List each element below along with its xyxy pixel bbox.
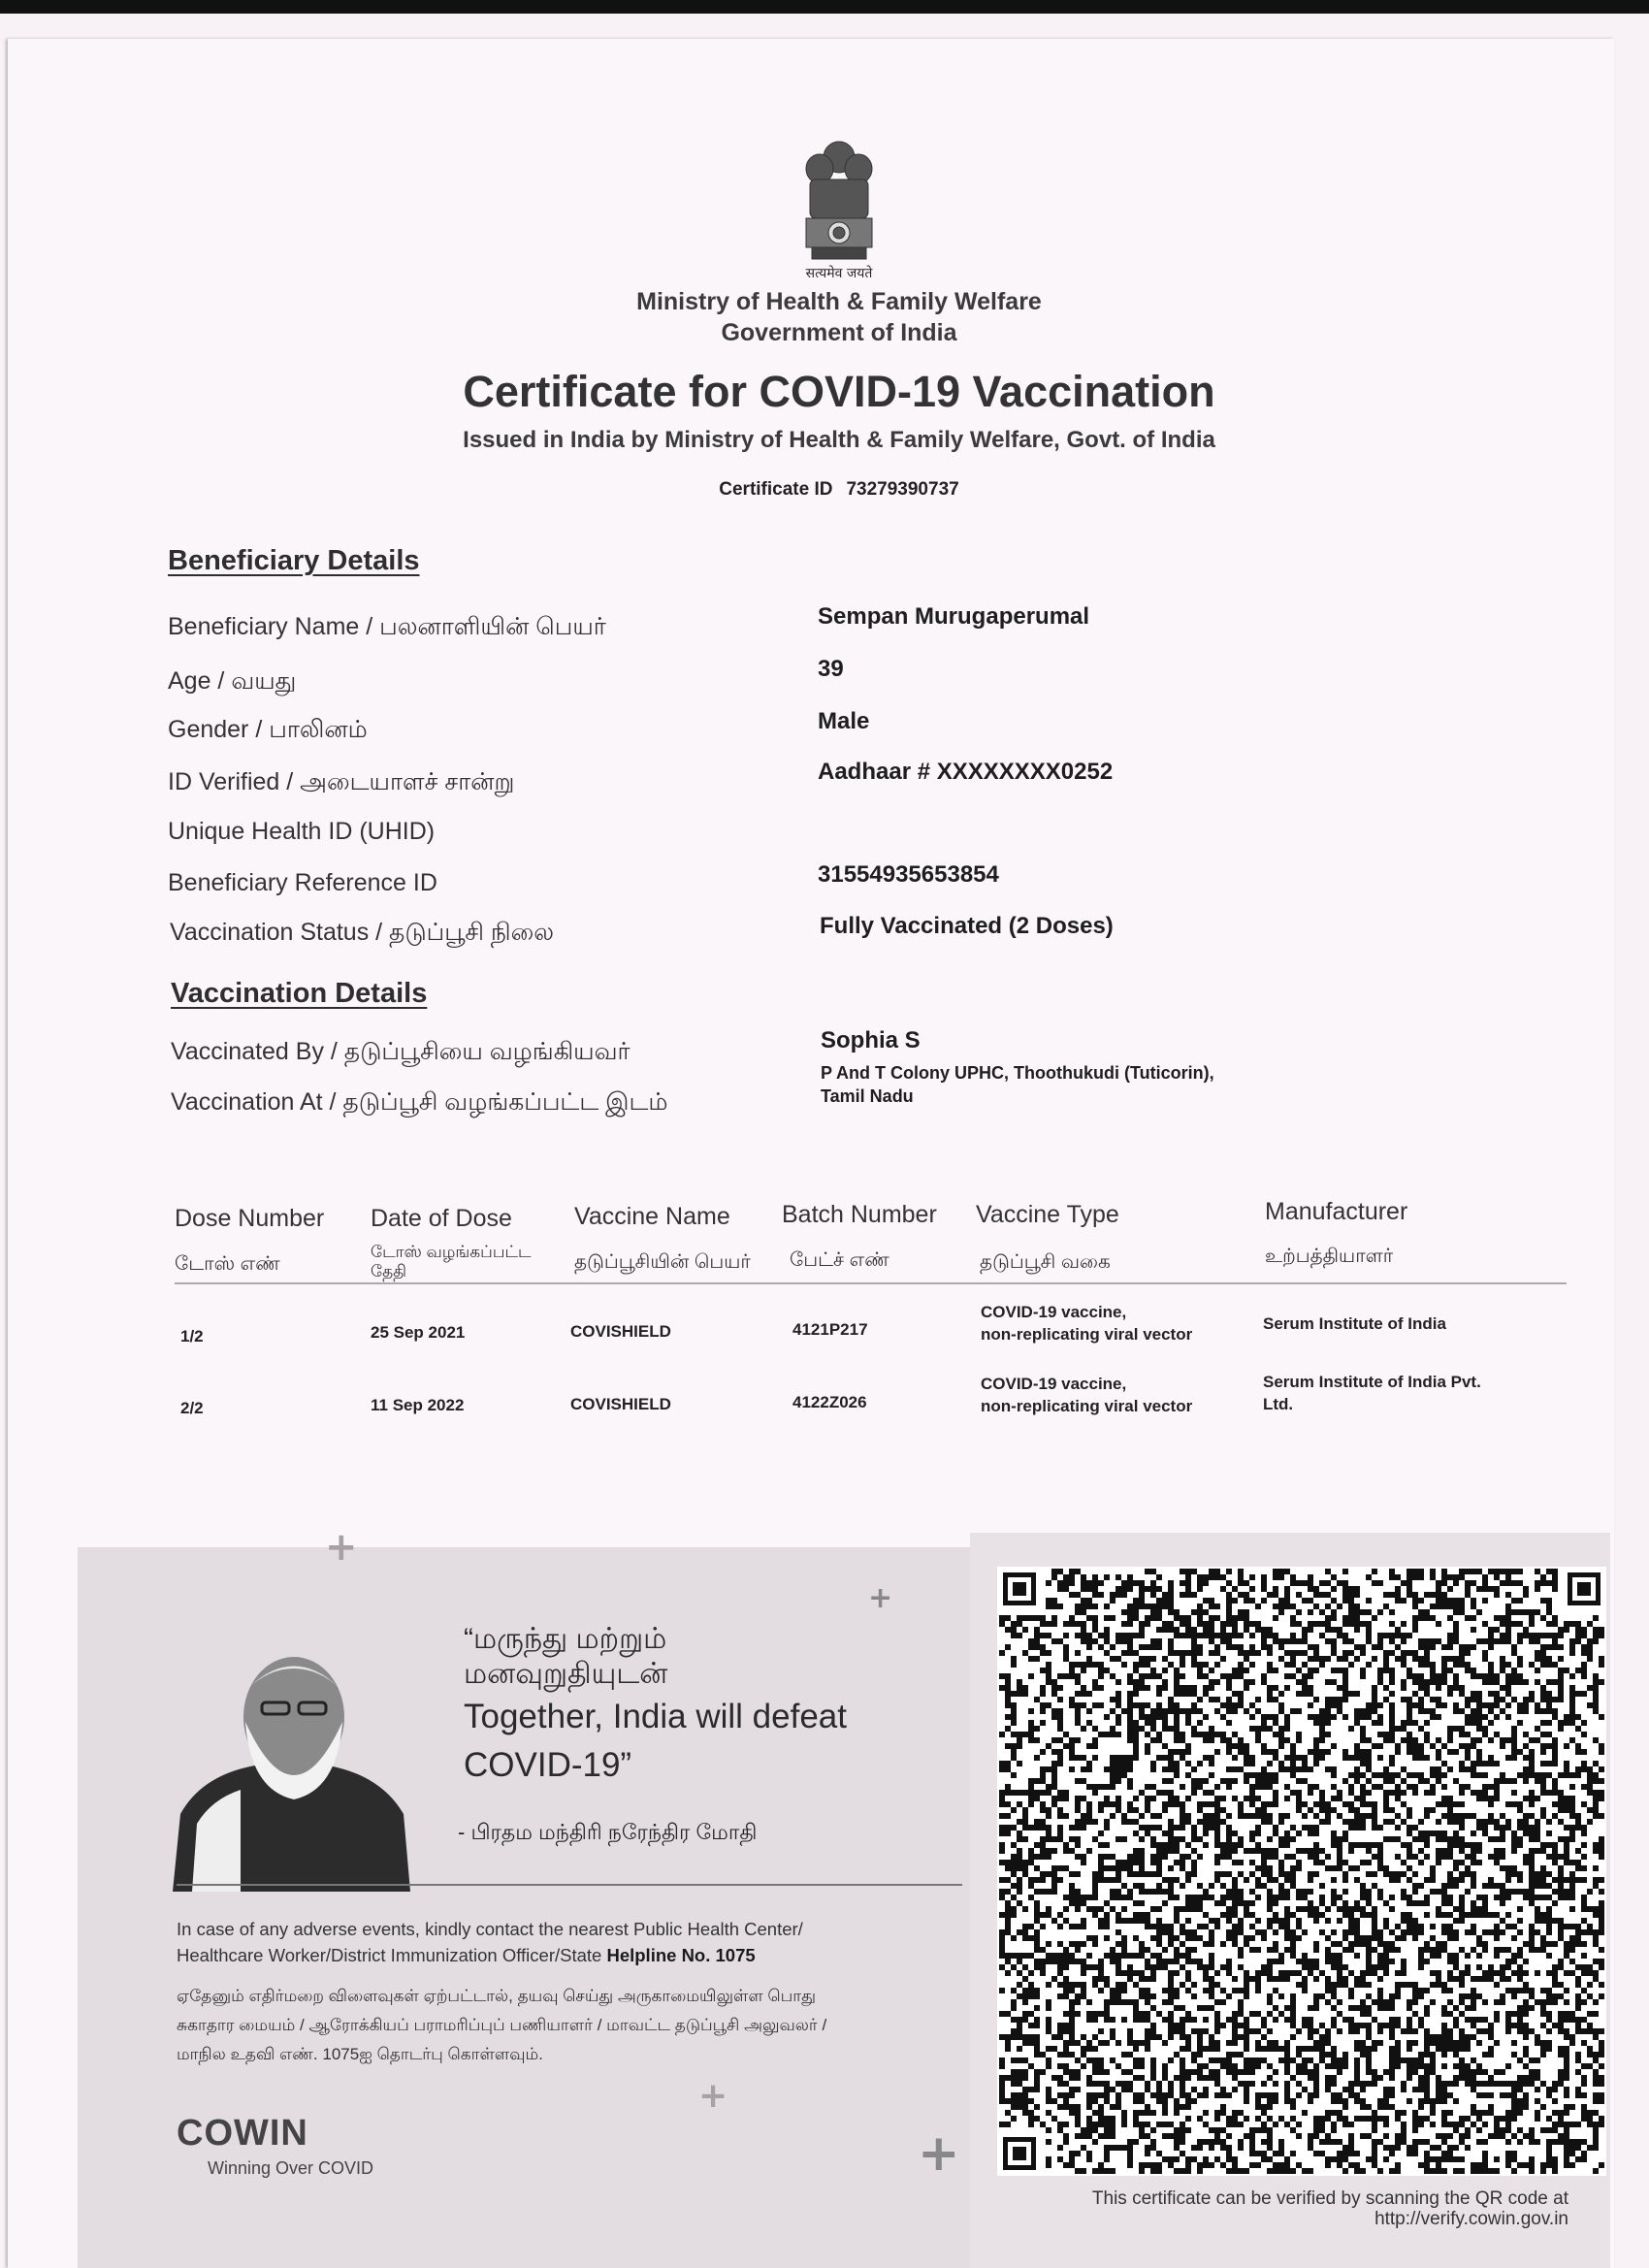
- row1-manufacturer: [1263, 1312, 1446, 1335]
- quote-en-line-2: COVID-19”: [464, 1746, 632, 1784]
- age-value: 39: [818, 656, 844, 682]
- vaccinated-by-label: Vaccinated By / தடுப்பூசியை வழங்கியவர்: [171, 1038, 630, 1065]
- reference-id-label: Beneficiary Reference ID: [168, 869, 437, 896]
- row1-manufacturer-line-1: Serum Institute of India: [1263, 1314, 1446, 1333]
- plus-decoration-icon: +: [868, 1581, 893, 1615]
- row2-batch: 4122Z026: [792, 1393, 867, 1411]
- vaccinated-at-label: Vaccination At / தடுப்பூசி வழங்கப்பட்ட இடம்: [171, 1088, 668, 1116]
- adverse-ta-line-2: சுகாதார மையம் / ஆரோக்கியப் பராமரிப்புப் பணியாளர் / மாவட்ட தடுப்பூசி அலுவலர் /: [177, 2016, 827, 2034]
- verification-url: http://verify.cowin.gov.in: [1374, 2209, 1568, 2229]
- row2-dose: 2/2: [180, 1399, 204, 1417]
- row1-batch: 4121P217: [792, 1320, 868, 1339]
- vaccinated-at-line-2: Tamil Nadu: [821, 1086, 914, 1106]
- plus-decoration-icon: +: [698, 2076, 728, 2116]
- row2-date: 11 Sep 2022: [371, 1396, 465, 1414]
- beneficiary-name-value: Sempan Murugaperumal: [818, 603, 1090, 630]
- quote-ta-line-2: மனவுறுதியுடன்: [464, 1658, 668, 1690]
- row2-manufacturer: [1263, 1371, 1481, 1415]
- certificate-id: [534, 479, 1145, 501]
- row1-type: [981, 1301, 1192, 1345]
- row2-type: [981, 1373, 1192, 1417]
- col-date-of-dose-ta: டோஸ் வழங்கப்பட்ட தேதி: [371, 1243, 532, 1280]
- beneficiary-heading: Beneficiary Details: [168, 545, 420, 576]
- col-manufacturer: Manufacturer: [1265, 1198, 1408, 1225]
- adverse-events-notice-ta: [177, 1982, 943, 2069]
- row2-type-line-2: non-replicating viral vector: [981, 1397, 1193, 1415]
- certificate-id-value: 73279390737: [846, 479, 959, 500]
- beneficiary-name-label: Beneficiary Name / பலனாளியின் பெயர்: [168, 613, 606, 640]
- adverse-ta-line-3: மாநில உதவி எண். 1075ஐ தொடர்பு கொள்ளவும்.: [177, 2045, 543, 2063]
- gender-value: Male: [818, 708, 870, 734]
- prime-minister-portrait-icon: [173, 1644, 410, 1892]
- reference-id-value: 31554935653854: [818, 861, 999, 888]
- uhid-label: Unique Health ID (UHID): [168, 818, 436, 845]
- col-dose-number: Dose Number: [175, 1205, 325, 1232]
- row1-type-line-2: non-replicating viral vector: [981, 1325, 1193, 1344]
- row1-date: 25 Sep 2021: [371, 1323, 466, 1342]
- emblem-motto: सत्यमेव जयते: [805, 266, 873, 281]
- col-vaccine-type-ta: தடுப்பூசி வகை: [980, 1251, 1111, 1273]
- col-manufacturer-ta: உற்பத்தியாளர்: [1265, 1246, 1394, 1267]
- vaccination-heading: Vaccination Details: [171, 978, 428, 1009]
- banner-divider: [177, 1884, 962, 1886]
- vaccinated-by-value: Sophia S: [821, 1027, 921, 1053]
- cowin-logo: COWIN: [177, 2113, 308, 2154]
- ministry-line-1: Ministry of Health & Family Welfare: [636, 288, 1042, 315]
- vaccinated-at-line-1: P And T Colony UPHC, Thoothukudi (Tuticorin),: [821, 1063, 1214, 1083]
- age-label: Age / வயது: [168, 667, 297, 695]
- col-date-of-dose: Date of Dose: [371, 1205, 512, 1232]
- col-dose-number-ta: டோஸ் எண்: [175, 1253, 280, 1275]
- table-divider: [175, 1282, 1567, 1284]
- plus-decoration-icon: +: [918, 2124, 960, 2183]
- verification-note: [970, 2188, 1568, 2229]
- quote-ta-line-1: “மருந்து மற்றும்: [464, 1623, 667, 1655]
- page-title: Certificate for COVID-19 Vaccination: [463, 367, 1215, 416]
- vaccinated-at-value: [821, 1061, 1214, 1108]
- col-batch-number-ta: பேட்ச் எண்: [790, 1249, 889, 1271]
- vaccination-status-value: Fully Vaccinated (2 Doses): [820, 913, 1114, 939]
- scan-top-edge: [0, 0, 1649, 14]
- row1-vaccine: COVISHIELD: [570, 1322, 671, 1341]
- certificate-id-label: Certificate ID: [719, 479, 833, 500]
- col-vaccine-name-ta: தடுப்பூசியின் பெயர்: [574, 1251, 751, 1273]
- row2-manufacturer-line-1: Serum Institute of India Pvt.: [1263, 1373, 1481, 1391]
- row2-type-line-1: COVID-19 vaccine,: [981, 1375, 1127, 1393]
- issued-by: Issued in India by Ministry of Health & Family Welfare, Govt. of India: [463, 427, 1215, 453]
- gender-label: Gender / பாலினம்: [168, 716, 368, 743]
- col-vaccine-type: Vaccine Type: [976, 1201, 1119, 1228]
- ministry-line-2: Government of India: [721, 319, 957, 346]
- col-vaccine-name: Vaccine Name: [574, 1203, 730, 1230]
- cowin-tagline: Winning Over COVID: [208, 2158, 374, 2178]
- verification-line-1: This certificate can be verified by scanning the QR code at: [1091, 2188, 1568, 2209]
- row2-manufacturer-line-2: Ltd.: [1263, 1395, 1294, 1413]
- adverse-ta-line-1: ஏதேனும் எதிர்மறை விளைவுகள் ஏற்பட்டால், தயவு செய்து அருகாமையிலுள்ள பொது: [177, 1987, 816, 2005]
- adverse-line-1: In case of any adverse events, kindly contact the nearest Public Health Center/: [177, 1919, 803, 1939]
- quote-attribution: - பிரதம மந்திரி நரேந்திர மோதி: [458, 1820, 758, 1844]
- col-batch-number: Batch Number: [782, 1201, 937, 1228]
- row1-type-line-1: COVID-19 vaccine,: [981, 1303, 1127, 1321]
- row2-vaccine: COVISHIELD: [570, 1395, 671, 1413]
- plus-decoration-icon: +: [325, 1525, 358, 1570]
- ministry-name: [534, 286, 1145, 348]
- id-verified-value: Aadhaar # XXXXXXXX0252: [818, 759, 1114, 785]
- quote-en-line-1: Together, India will defeat: [464, 1698, 847, 1735]
- helpline-number: Helpline No. 1075: [606, 1945, 756, 1965]
- row1-dose: 1/2: [180, 1327, 204, 1345]
- quote: [464, 1622, 949, 1785]
- id-verified-label: ID Verified / அடையாளச் சான்று: [168, 768, 515, 795]
- qr-code-icon: [997, 1567, 1606, 2176]
- vaccination-status-label: Vaccination Status / தடுப்பூசி நிலை: [170, 919, 555, 946]
- adverse-line-2: Healthcare Worker/District Immunization Officer/State: [177, 1945, 602, 1965]
- adverse-events-notice: [177, 1916, 943, 1968]
